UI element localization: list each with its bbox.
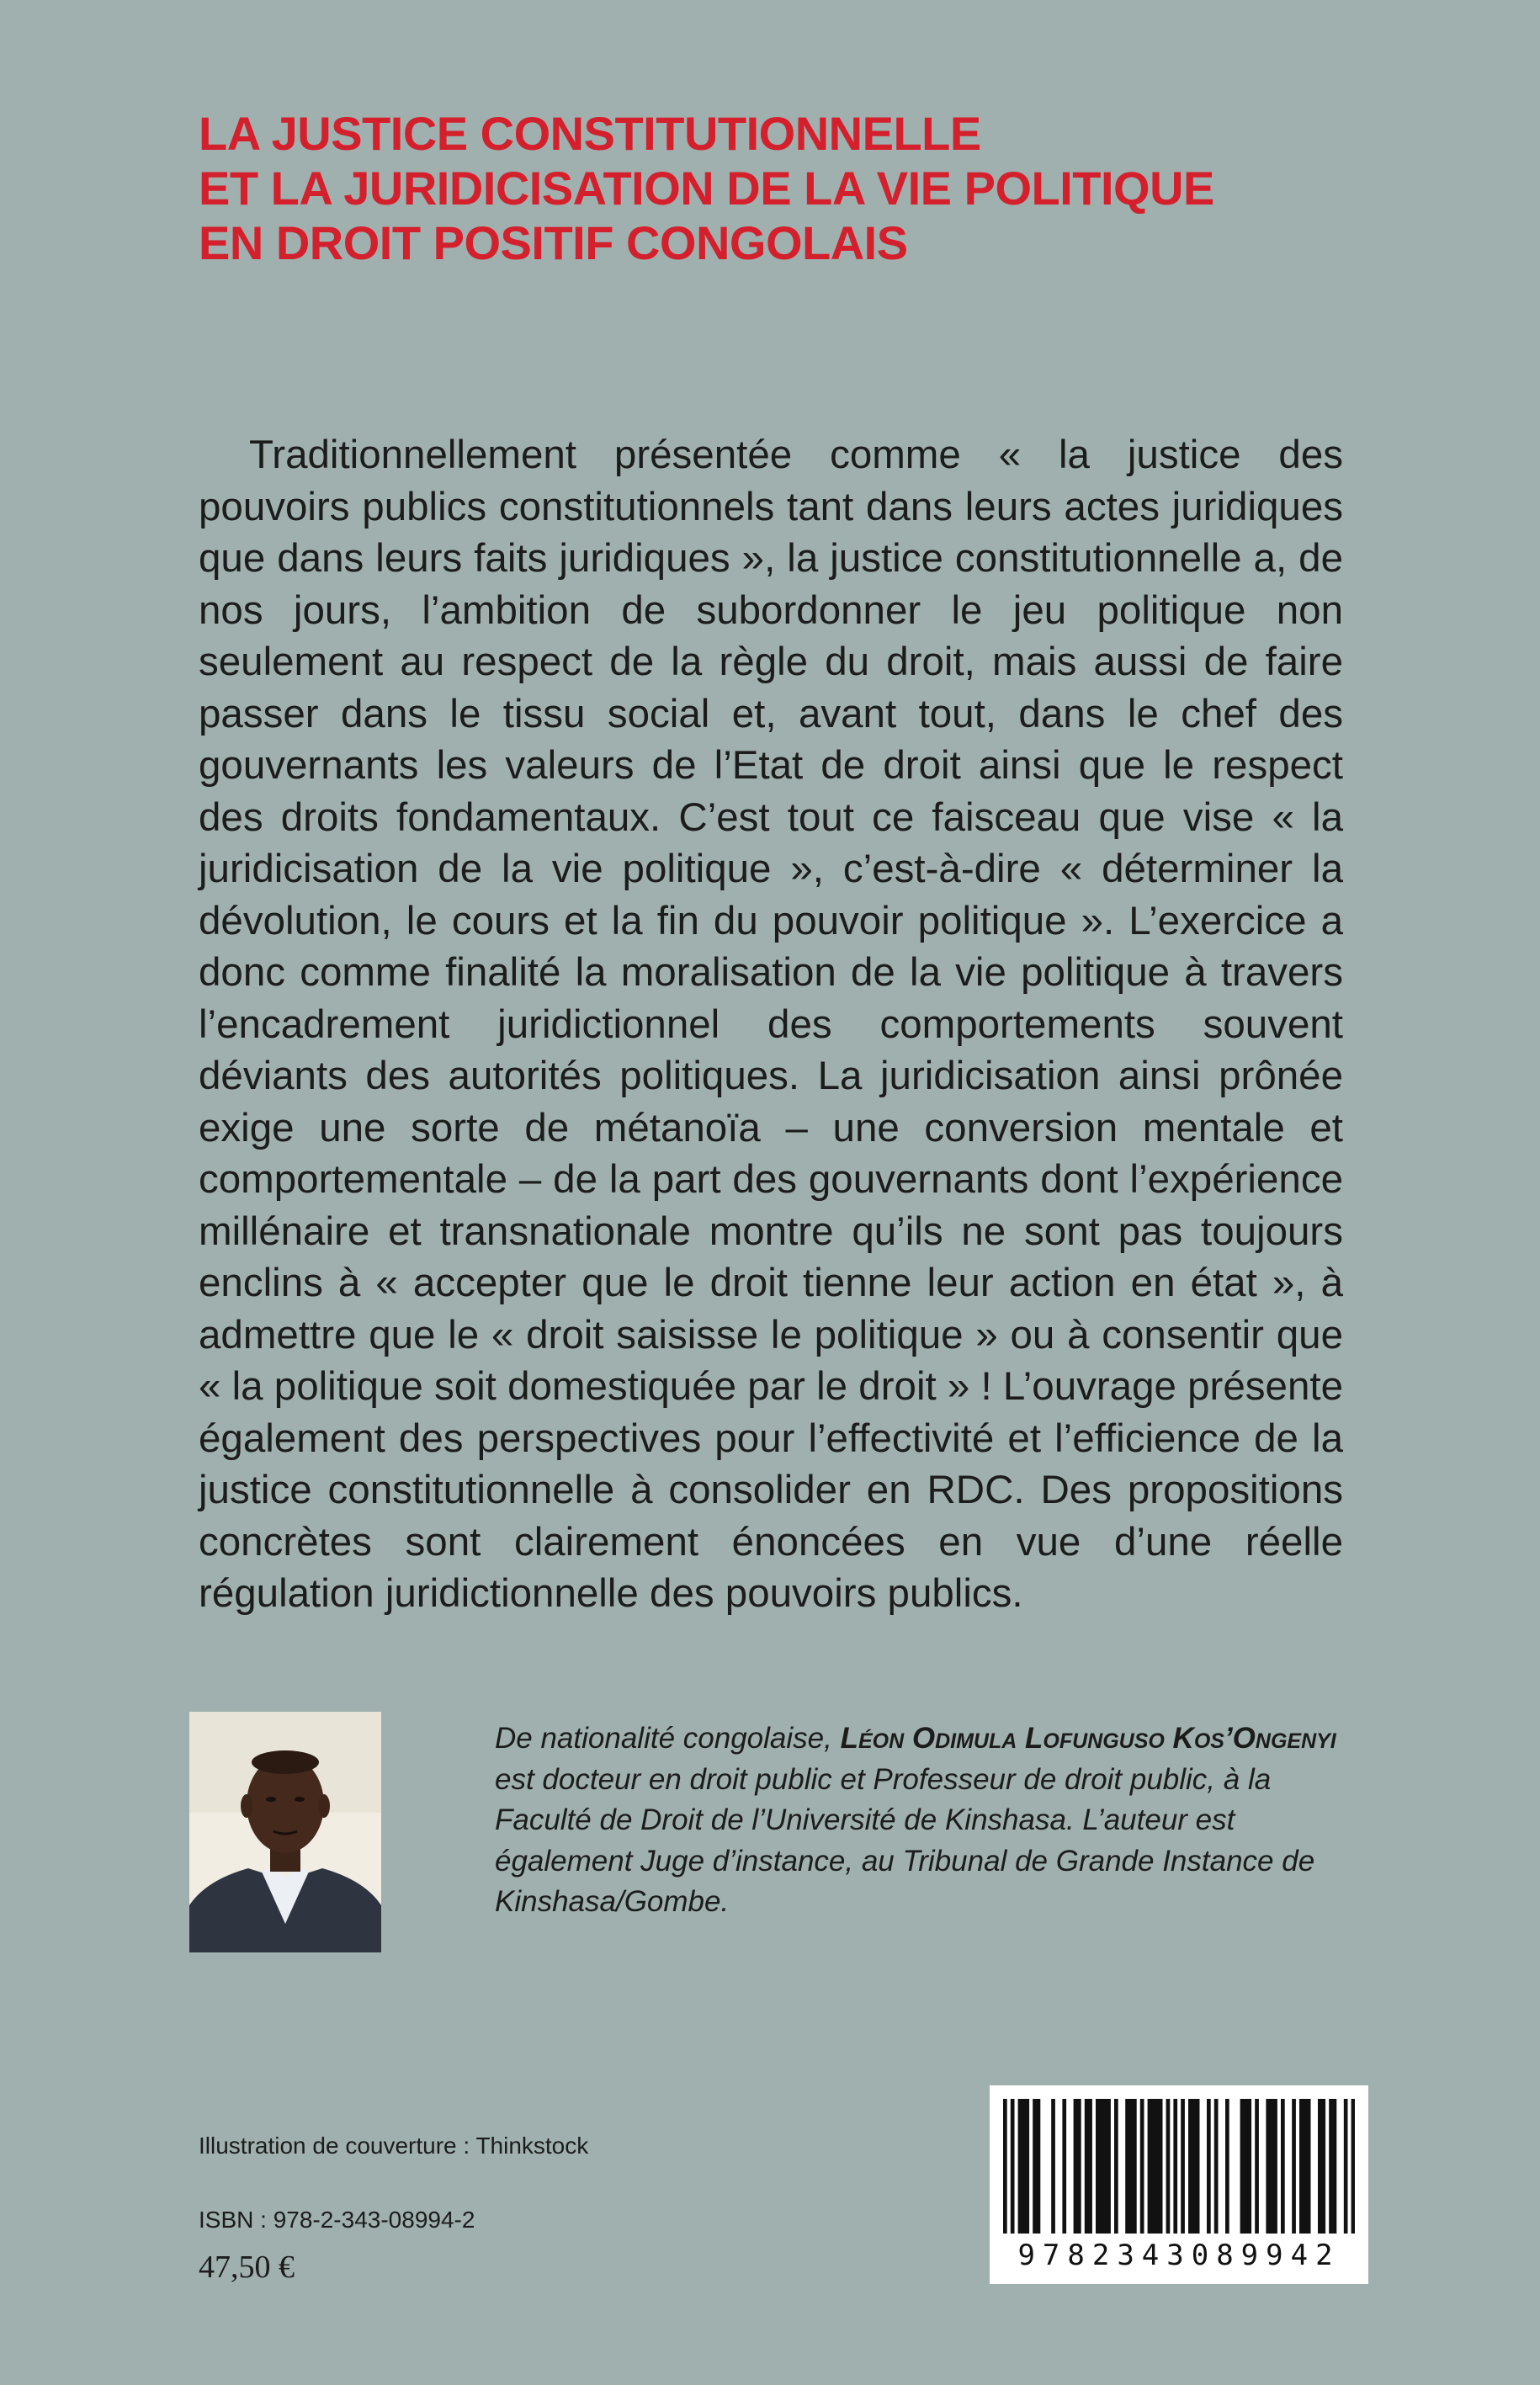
barcode-bar <box>1088 2099 1092 2234</box>
barcode-bar <box>1321 2099 1325 2234</box>
barcode-bar <box>1129 2099 1134 2234</box>
barcode-bar <box>1273 2099 1277 2234</box>
barcode-bar <box>1140 2099 1144 2234</box>
barcode-bar <box>1247 2099 1251 2234</box>
barcode-bar <box>1114 2099 1118 2234</box>
barcode-bar <box>1225 2099 1229 2234</box>
barcode-bar <box>1303 2099 1307 2234</box>
barcode-bar <box>1085 2099 1089 2234</box>
title-line-2: ET LA JURIDICISATION DE LA VIE POLITIQUE <box>199 162 1214 215</box>
barcode-bar <box>1074 2099 1078 2234</box>
author-portrait-image <box>189 1712 381 1952</box>
barcode-bar <box>1037 2099 1041 2234</box>
barcode-bar <box>1096 2099 1100 2234</box>
barcode-bar <box>1151 2099 1155 2234</box>
price: 47,50 € <box>199 2250 295 2285</box>
barcode-bar <box>1159 2099 1163 2234</box>
barcode-bar <box>1299 2099 1304 2234</box>
barcode-bar <box>1351 2099 1355 2234</box>
bio-prefix: De nationalité congolaise, <box>495 1722 841 1755</box>
barcode-bar <box>1192 2099 1196 2234</box>
barcode-bar <box>1022 2099 1026 2234</box>
barcode-bar <box>1307 2099 1311 2234</box>
barcode-bar <box>1125 2099 1129 2234</box>
barcode-bar <box>1107 2099 1111 2234</box>
barcode-bar <box>1155 2099 1159 2234</box>
barcode-bar <box>1344 2099 1348 2234</box>
barcode-bar <box>1051 2099 1055 2234</box>
barcode-bar <box>1003 2099 1007 2234</box>
barcode-bar <box>1133 2099 1137 2234</box>
cover-illustration-credit: Illustration de couverture : Thinkstock <box>199 2133 589 2159</box>
barcode-bar <box>1103 2099 1107 2234</box>
barcode-bar <box>1244 2099 1248 2234</box>
barcode-bar <box>1188 2099 1192 2234</box>
barcode-bar <box>1011 2099 1015 2234</box>
barcode-bar <box>1099 2099 1103 2234</box>
barcode <box>990 2085 1368 2284</box>
barcode-bar <box>1333 2099 1337 2234</box>
barcode-bar <box>1173 2099 1177 2234</box>
barcode-bar <box>1329 2099 1333 2234</box>
barcode-bar <box>1318 2099 1322 2234</box>
author-name: Léon Odimula Lofunguso Kos’Ongenyi <box>840 1722 1336 1755</box>
barcode-bar <box>1266 2099 1270 2234</box>
book-title <box>199 106 1377 270</box>
barcode-bar <box>1018 2099 1022 2234</box>
barcode-bar <box>1240 2099 1245 2234</box>
author-photo <box>189 1712 381 1952</box>
author-bio <box>495 1718 1346 1923</box>
bio-suffix: est docteur en droit public et Professeur de droit public, à la Faculté de Droit de l’Université de Kinshasa. L’auteur est également Juge d’instance, au Tribunal de Grande Instance de Kinshasa/Gombe. <box>495 1762 1315 1918</box>
summary-paragraph: Traditionnellement présentée comme « la justice des pouvoirs publics constitutionnels tant dans leurs actes juridiques que dans leurs faits juridiques », la justice constitutionnelle a, de nos jours, l’ambition de subordonner le jeu politique non seulement au respect de la règle du droit, mais aussi de faire passer dans le tissu social et, avant tout, dans le chef des gouvernants les valeurs de l’Etat de droit ainsi que le respect des droits fondamentaux. C’est tout ce faisceau que vise « la juridicisation de la vie politique », c’est-à-dire « déterminer la dévolution, le cours et la fin du pouvoir politique ». L’exercice a donc comme finalité la moralisation de la vie politique à travers l’encadrement juridictionnel des comportements souvent déviants des autorités politiques. La juridicisation ainsi prônée exige une sorte de métanoïa – une conversion mentale et comportementale – de la part des gouvernants dont l’expérience millénaire et transnationale montre qu’ils ne sont pas toujours enclins à « accepter que le droit tienne leur action en état », à admettre que le « droit saisisse le politique » ou à consentir que « la politique soit domestiquée par le droit » ! L’ouvrage présente également des perspectives pour l’effectivité et l’efficience de la justice constitutionnelle à consolider en RDC. Des propositions concrètes sont clairement énoncées en vue d’une réelle régulation juridictionnelle des pouvoirs publics. <box>199 433 1343 1616</box>
barcode-bar <box>1214 2099 1219 2234</box>
barcode-bar <box>1077 2099 1081 2234</box>
barcode-bar <box>1062 2099 1066 2234</box>
barcode-bar <box>1281 2099 1285 2234</box>
barcode-bar <box>1148 2099 1152 2234</box>
barcode-number: 9782343089942 <box>1017 2239 1341 2272</box>
barcode-bar <box>1033 2099 1037 2234</box>
barcode-bar <box>1270 2099 1274 2234</box>
barcode-bar <box>1292 2099 1296 2234</box>
isbn: ISBN : 978-2-343-08994-2 <box>199 2207 475 2233</box>
title-line-3: EN DROIT POSITIF CONGOLAIS <box>199 216 908 269</box>
barcode-bars <box>1003 2099 1355 2234</box>
title-line-1: LA JUSTICE CONSTITUTIONNELLE <box>199 107 981 160</box>
barcode-bar <box>1166 2099 1171 2234</box>
barcode-bar <box>1181 2099 1185 2234</box>
barcode-bar <box>1025 2099 1029 2234</box>
barcode-bar <box>1255 2099 1259 2234</box>
barcode-bar <box>1196 2099 1200 2234</box>
barcode-bar <box>1207 2099 1211 2234</box>
